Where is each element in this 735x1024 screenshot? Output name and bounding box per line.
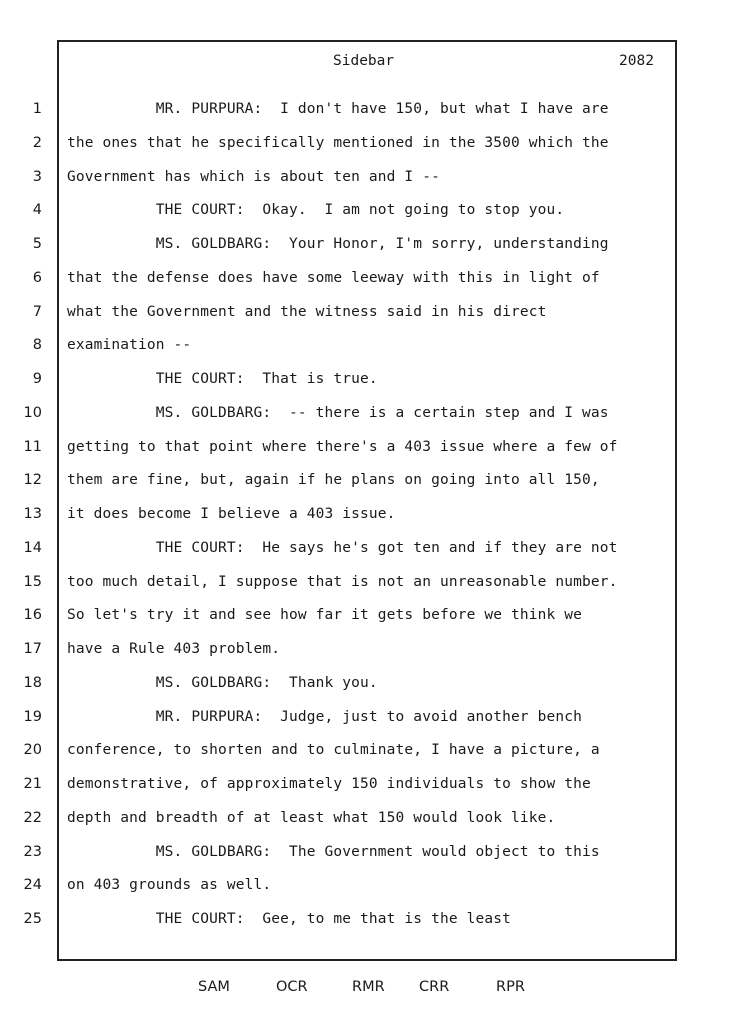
line-number: 7 bbox=[32, 303, 42, 320]
transcript-line bbox=[0, 236, 735, 262]
transcript-line bbox=[0, 169, 735, 195]
credential-sam: SAM bbox=[198, 979, 230, 995]
transcript-line bbox=[0, 101, 735, 127]
credential-rpr: RPR bbox=[496, 979, 525, 995]
line-text: have a Rule 403 problem. bbox=[67, 641, 281, 657]
transcript-line bbox=[0, 709, 735, 735]
line-number: 24 bbox=[23, 877, 42, 894]
transcript-line bbox=[0, 371, 735, 397]
line-number: 14 bbox=[23, 539, 42, 556]
transcript-line bbox=[0, 337, 735, 363]
line-text: THE COURT: Okay. I am not going to stop you. bbox=[67, 202, 565, 219]
line-text: MS. GOLDBARG: Your Honor, I'm sorry, understanding bbox=[67, 236, 609, 252]
line-text: THE COURT: Gee, to me that is the least bbox=[67, 911, 511, 927]
line-number: 17 bbox=[23, 641, 42, 657]
line-number: 8 bbox=[32, 337, 42, 354]
line-number: 16 bbox=[23, 607, 42, 624]
line-number: 12 bbox=[23, 472, 42, 489]
line-number: 5 bbox=[32, 236, 42, 252]
reporter-credentials bbox=[0, 979, 735, 999]
line-text: the ones that he specifically mentioned in the 3500 which the bbox=[67, 134, 609, 151]
line-text: examination -- bbox=[67, 337, 192, 354]
transcript-line bbox=[0, 202, 735, 228]
line-number: 4 bbox=[32, 202, 42, 219]
line-text: them are fine, but, again if he plans on going into all 150, bbox=[67, 472, 600, 489]
line-text: on 403 grounds as well. bbox=[67, 877, 272, 894]
line-number: 10 bbox=[23, 404, 42, 421]
line-number: 2 bbox=[32, 134, 42, 151]
transcript-line bbox=[0, 641, 735, 667]
transcript-line bbox=[0, 135, 735, 161]
transcript-line bbox=[0, 472, 735, 498]
line-text: MS. GOLDBARG: Thank you. bbox=[67, 674, 378, 691]
line-text: that the defense does have some leeway with this in light of bbox=[67, 269, 600, 286]
line-text: MS. GOLDBARG: -- there is a certain step and I was bbox=[67, 404, 609, 421]
line-text: THE COURT: That is true. bbox=[67, 371, 378, 387]
transcript-line bbox=[0, 742, 735, 768]
transcript-line bbox=[0, 776, 735, 802]
transcript-line bbox=[0, 810, 735, 836]
transcript-line bbox=[0, 506, 735, 532]
line-text: THE COURT: He says he's got ten and if they are not bbox=[67, 539, 618, 556]
transcript-line bbox=[0, 877, 735, 903]
transcript-line bbox=[0, 304, 735, 330]
line-text: depth and breadth of at least what 150 would look like. bbox=[67, 809, 556, 826]
transcript-line bbox=[0, 540, 735, 566]
line-text: MR. PURPURA: Judge, just to avoid another bench bbox=[67, 708, 583, 725]
line-number: 3 bbox=[32, 168, 42, 185]
credential-ocr: OCR bbox=[276, 979, 308, 995]
line-number: 11 bbox=[23, 438, 42, 455]
credential-rmr: RMR bbox=[352, 979, 385, 995]
line-number: 21 bbox=[23, 776, 42, 792]
line-number: 15 bbox=[23, 573, 42, 590]
page-number: 2082 bbox=[619, 53, 654, 69]
line-number: 25 bbox=[23, 911, 42, 927]
line-number: 23 bbox=[23, 843, 42, 860]
line-text: MR. PURPURA: I don't have 150, but what I have are bbox=[67, 101, 609, 117]
line-text: too much detail, I suppose that is not an unreasonable number. bbox=[67, 573, 618, 590]
line-text: conference, to shorten and to culminate, I have a picture, a bbox=[67, 742, 600, 759]
line-number: 18 bbox=[23, 674, 42, 691]
line-text: it does become I believe a 403 issue. bbox=[67, 506, 396, 522]
transcript-line bbox=[0, 439, 735, 465]
transcript-line bbox=[0, 270, 735, 296]
transcript-line bbox=[0, 675, 735, 701]
page-title: Sidebar bbox=[333, 53, 395, 69]
line-number: 9 bbox=[32, 371, 42, 387]
transcript-line bbox=[0, 607, 735, 633]
line-text: Government has which is about ten and I -- bbox=[67, 168, 440, 185]
line-number: 22 bbox=[23, 809, 42, 826]
line-text: what the Government and the witness said in his direct bbox=[67, 303, 547, 320]
line-number: 1 bbox=[32, 101, 42, 117]
transcript-line bbox=[0, 844, 735, 870]
line-number: 20 bbox=[23, 742, 42, 759]
transcript-line bbox=[0, 574, 735, 600]
line-text: getting to that point where there's a 403 issue where a few of bbox=[67, 438, 618, 455]
transcript-line bbox=[0, 405, 735, 431]
credential-crr: CRR bbox=[419, 979, 450, 995]
line-number: 13 bbox=[23, 506, 42, 522]
line-number: 19 bbox=[23, 708, 42, 725]
transcript-line bbox=[0, 911, 735, 937]
line-text: So let's try it and see how far it gets before we think we bbox=[67, 607, 583, 624]
line-number: 6 bbox=[32, 269, 42, 286]
line-text: demonstrative, of approximately 150 individuals to show the bbox=[67, 776, 591, 792]
line-text: MS. GOLDBARG: The Government would object to this bbox=[67, 843, 600, 860]
